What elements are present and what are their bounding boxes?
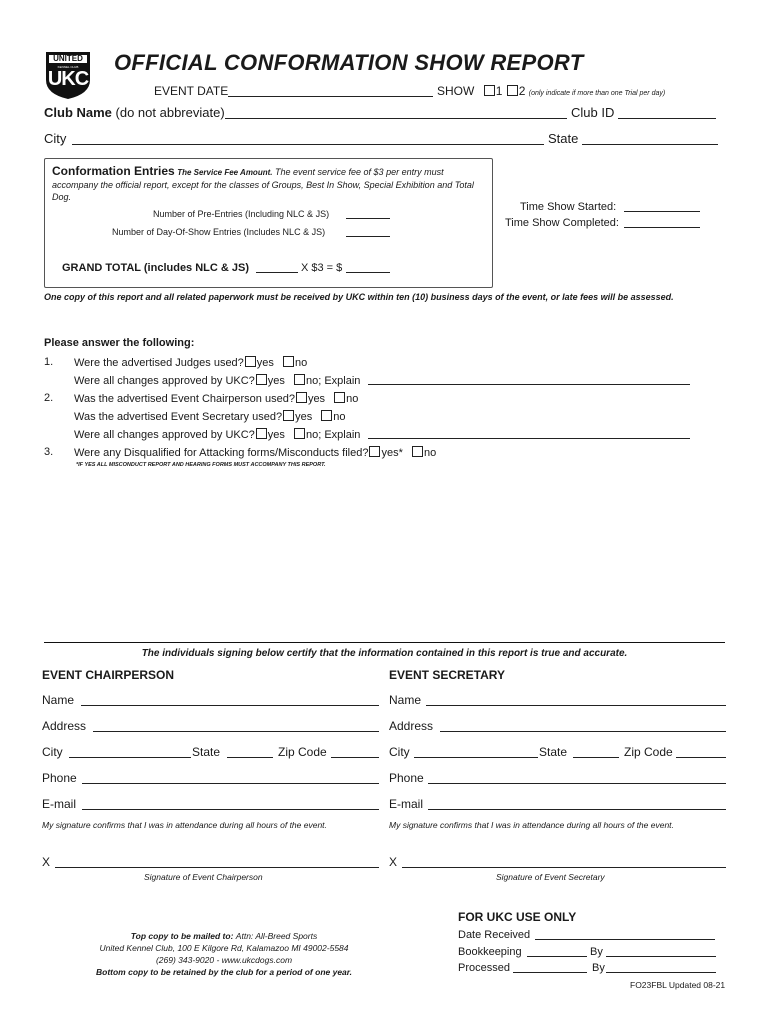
secretary-name-label: Name xyxy=(389,693,422,707)
ukc-logo xyxy=(44,50,92,100)
chair-state-field[interactable] xyxy=(227,757,273,758)
pre-entries-field[interactable] xyxy=(346,218,390,219)
date-received-field[interactable] xyxy=(535,939,715,940)
time-started-label: Time Show Started: xyxy=(520,201,617,213)
q2c-yes-label: yes xyxy=(267,429,285,441)
club-id-field[interactable] xyxy=(618,118,716,119)
club-name-note: (do not abbreviate) xyxy=(115,105,225,120)
q2-row xyxy=(74,392,358,405)
show-2-label: 2 xyxy=(518,84,526,98)
secretary-address-label: Address xyxy=(389,719,434,733)
secretary-signature-field[interactable] xyxy=(402,867,726,868)
q2b-no-label: no xyxy=(333,411,346,423)
secretary-state-field[interactable] xyxy=(573,757,619,758)
time-started-field[interactable] xyxy=(624,211,700,212)
logo-sub-text: KENNEL CLUB xyxy=(57,65,79,69)
q1-yes-label: yes xyxy=(256,357,274,369)
copy-notice: One copy of this report and all related paperwork must be received by UKC within ten (10) business days of the event, or late fees will be assessed. xyxy=(44,292,674,302)
q2-number: 2. xyxy=(44,392,54,404)
q1-no-checkbox[interactable] xyxy=(283,356,294,367)
q3-yes-label: yes* xyxy=(381,447,403,459)
processed-field[interactable] xyxy=(513,972,587,973)
q2-no-checkbox[interactable] xyxy=(334,392,345,403)
secretary-address-field[interactable] xyxy=(440,731,726,732)
chair-name-field[interactable] xyxy=(81,705,379,706)
mailing-line-1-text: Attn: All-Breed Sports xyxy=(235,931,318,941)
q1b-explain-field[interactable] xyxy=(368,384,690,385)
secretary-email-field[interactable] xyxy=(428,809,726,810)
q3-number: 3. xyxy=(44,446,54,458)
show-text: SHOW xyxy=(437,84,475,98)
chair-state-label: State xyxy=(192,745,221,759)
processed-label: Processed xyxy=(458,962,510,974)
mailing-info xyxy=(44,930,404,978)
q2c-row xyxy=(74,428,360,441)
q1b-yes-checkbox[interactable] xyxy=(256,374,267,385)
chair-email-field[interactable] xyxy=(82,809,379,810)
entries-heading: Conformation Entries xyxy=(52,164,175,178)
q2c-explain-field[interactable] xyxy=(368,438,690,439)
club-name-text: Club Name xyxy=(44,105,112,120)
city-label: City xyxy=(44,131,67,146)
mailing-line-1-bold: Top copy to be mailed to: xyxy=(130,931,234,941)
day-of-show-label: Number of Day-Of-Show Entries (Includes NLC & JS) xyxy=(112,227,326,237)
secretary-phone-field[interactable] xyxy=(428,783,726,784)
q2c-no-checkbox[interactable] xyxy=(294,428,305,439)
certify-statement: The individuals signing below certify that the information contained in this report is true and accurate. xyxy=(141,648,628,659)
state-label: State xyxy=(548,131,579,146)
q2b-yes-label: yes xyxy=(295,411,313,423)
chair-city-label: City xyxy=(42,745,63,759)
questions-heading: Please answer the following: xyxy=(44,337,195,349)
secretary-name-field[interactable] xyxy=(426,705,726,706)
form-code: FO23FBL Updated 08-21 xyxy=(630,980,726,990)
q1b-no-label: no; Explain xyxy=(305,375,361,387)
entries-fee-text: The event service fee of $3 per entry must accompany the official report, except for the classes of Groups, Best In Show, Special Exhibition and Total Dog. xyxy=(52,167,474,202)
q3-row xyxy=(74,446,436,459)
chair-signature-field[interactable] xyxy=(55,867,379,868)
logo-main-text: UKC xyxy=(47,68,89,90)
date-received-label: Date Received xyxy=(458,929,531,941)
show-1-checkbox[interactable] xyxy=(484,85,495,96)
bookkeeping-field[interactable] xyxy=(527,956,587,957)
club-id-label: Club ID xyxy=(571,105,615,120)
event-date-field[interactable] xyxy=(228,96,433,97)
q3-text: Were any Disqualified for Attacking forms/Misconducts filed? xyxy=(74,447,369,459)
secretary-email-label: E-mail xyxy=(389,797,424,811)
q1-row xyxy=(74,356,307,369)
q2b-no-checkbox[interactable] xyxy=(321,410,332,421)
show-1-label: 1 xyxy=(495,84,503,98)
secretary-heading: EVENT SECRETARY xyxy=(389,668,506,682)
day-of-show-field[interactable] xyxy=(346,236,390,237)
q2c-text: Were all changes approved by UKC? xyxy=(74,429,255,441)
signature-divider xyxy=(44,642,725,643)
misconduct-footnote: *IF YES ALL MISCONDUCT REPORT AND HEARING FORMS MUST ACCOMPANY THIS REPORT. xyxy=(76,462,326,468)
q1b-row xyxy=(74,374,360,387)
q2b-text: Was the advertised Event Secretary used? xyxy=(74,411,283,423)
q1-no-label: no xyxy=(294,357,308,369)
chair-email-label: E-mail xyxy=(42,797,77,811)
bookkeeping-by-label: By xyxy=(590,946,603,958)
q1-yes-checkbox[interactable] xyxy=(245,356,256,367)
club-name-field[interactable] xyxy=(225,118,567,119)
chair-zip-label: Zip Code xyxy=(278,745,327,759)
club-name-label xyxy=(44,105,225,120)
q2b-yes-checkbox[interactable] xyxy=(283,410,294,421)
q3-no-checkbox[interactable] xyxy=(412,446,423,457)
event-date-label: EVENT DATE xyxy=(154,84,229,98)
q2-yes-checkbox[interactable] xyxy=(296,392,307,403)
chair-city-field[interactable] xyxy=(69,757,191,758)
mailing-line-3: (269) 343-9020 - www.ukcdogs.com xyxy=(155,955,293,965)
q2-yes-label: yes xyxy=(307,393,326,405)
chair-zip-field[interactable] xyxy=(331,757,379,758)
secretary-city-field[interactable] xyxy=(414,757,538,758)
q1b-text: Were all changes approved by UKC? xyxy=(74,375,255,387)
grand-total-field[interactable] xyxy=(256,272,298,273)
mailing-line-1 xyxy=(44,930,404,942)
chair-confirm-text: My signature confirms that I was in attendance during all hours of the event. xyxy=(42,820,327,830)
state-field[interactable] xyxy=(582,144,718,145)
mailing-line-2: United Kennel Club, 100 E Kilgore Rd, Kalamazoo MI 49002-5584 xyxy=(99,943,349,953)
chair-phone-label: Phone xyxy=(42,771,77,785)
ukc-use-heading: FOR UKC USE ONLY xyxy=(458,910,577,924)
q2c-yes-checkbox[interactable] xyxy=(256,428,267,439)
grand-total-mult: X $3 = $ xyxy=(301,262,343,274)
chair-name-label: Name xyxy=(42,693,75,707)
secretary-confirm-text: My signature confirms that I was in attendance during all hours of the event. xyxy=(389,820,674,830)
chair-phone-field[interactable] xyxy=(82,783,379,784)
mailing-line-4: Bottom copy to be retained by the club for a period of one year. xyxy=(96,967,352,977)
secretary-zip-label: Zip Code xyxy=(624,745,673,759)
chair-x-mark: X xyxy=(42,855,51,869)
chair-address-label: Address xyxy=(42,719,87,733)
q1-number: 1. xyxy=(44,356,54,368)
bookkeeping-label: Bookkeeping xyxy=(458,946,522,958)
secretary-zip-field[interactable] xyxy=(676,757,726,758)
chair-signature-label: Signature of Event Chairperson xyxy=(144,872,263,882)
logo-top-text: UNITED xyxy=(53,54,83,63)
q2b-row xyxy=(74,410,346,423)
show-2-checkbox[interactable] xyxy=(507,85,518,96)
q2c-no-label: no; Explain xyxy=(305,429,361,441)
q1-text: Were the advertised Judges used? xyxy=(74,357,244,369)
time-completed-label: Time Show Completed: xyxy=(505,217,619,229)
secretary-x-mark: X xyxy=(389,855,398,869)
q3-yes-checkbox[interactable] xyxy=(369,446,380,457)
entries-text xyxy=(52,165,482,203)
grand-total-label: GRAND TOTAL (includes NLC & JS) xyxy=(62,262,250,274)
show-note: (only indicate if more than one Trial per day) xyxy=(528,90,666,97)
grand-total-amount-field[interactable] xyxy=(346,272,390,273)
chair-address-field[interactable] xyxy=(93,731,379,732)
q3-no-label: no xyxy=(423,447,437,459)
secretary-city-label: City xyxy=(389,745,410,759)
processed-by-field[interactable] xyxy=(606,972,716,973)
time-completed-field[interactable] xyxy=(624,227,700,228)
show-label xyxy=(437,84,665,98)
q1b-yes-label: yes xyxy=(267,375,285,387)
secretary-signature-label: Signature of Event Secretary xyxy=(496,872,605,882)
q2-no-label: no xyxy=(346,393,359,405)
city-field[interactable] xyxy=(72,144,544,145)
bookkeeping-by-field[interactable] xyxy=(606,956,716,957)
chair-heading: EVENT CHAIRPERSON xyxy=(42,668,175,682)
page-title: OFFICIAL CONFORMATION SHOW REPORT xyxy=(114,50,584,75)
entries-fee-bold: The Service Fee Amount. xyxy=(177,168,273,177)
q1b-no-checkbox[interactable] xyxy=(294,374,305,385)
secretary-phone-label: Phone xyxy=(389,771,424,785)
q2-text: Was the advertised Event Chairperson used? xyxy=(74,393,295,405)
pre-entries-label: Number of Pre-Entries (Including NLC & JS) xyxy=(153,209,330,219)
processed-by-label: By xyxy=(592,962,605,974)
secretary-state-label: State xyxy=(539,745,568,759)
